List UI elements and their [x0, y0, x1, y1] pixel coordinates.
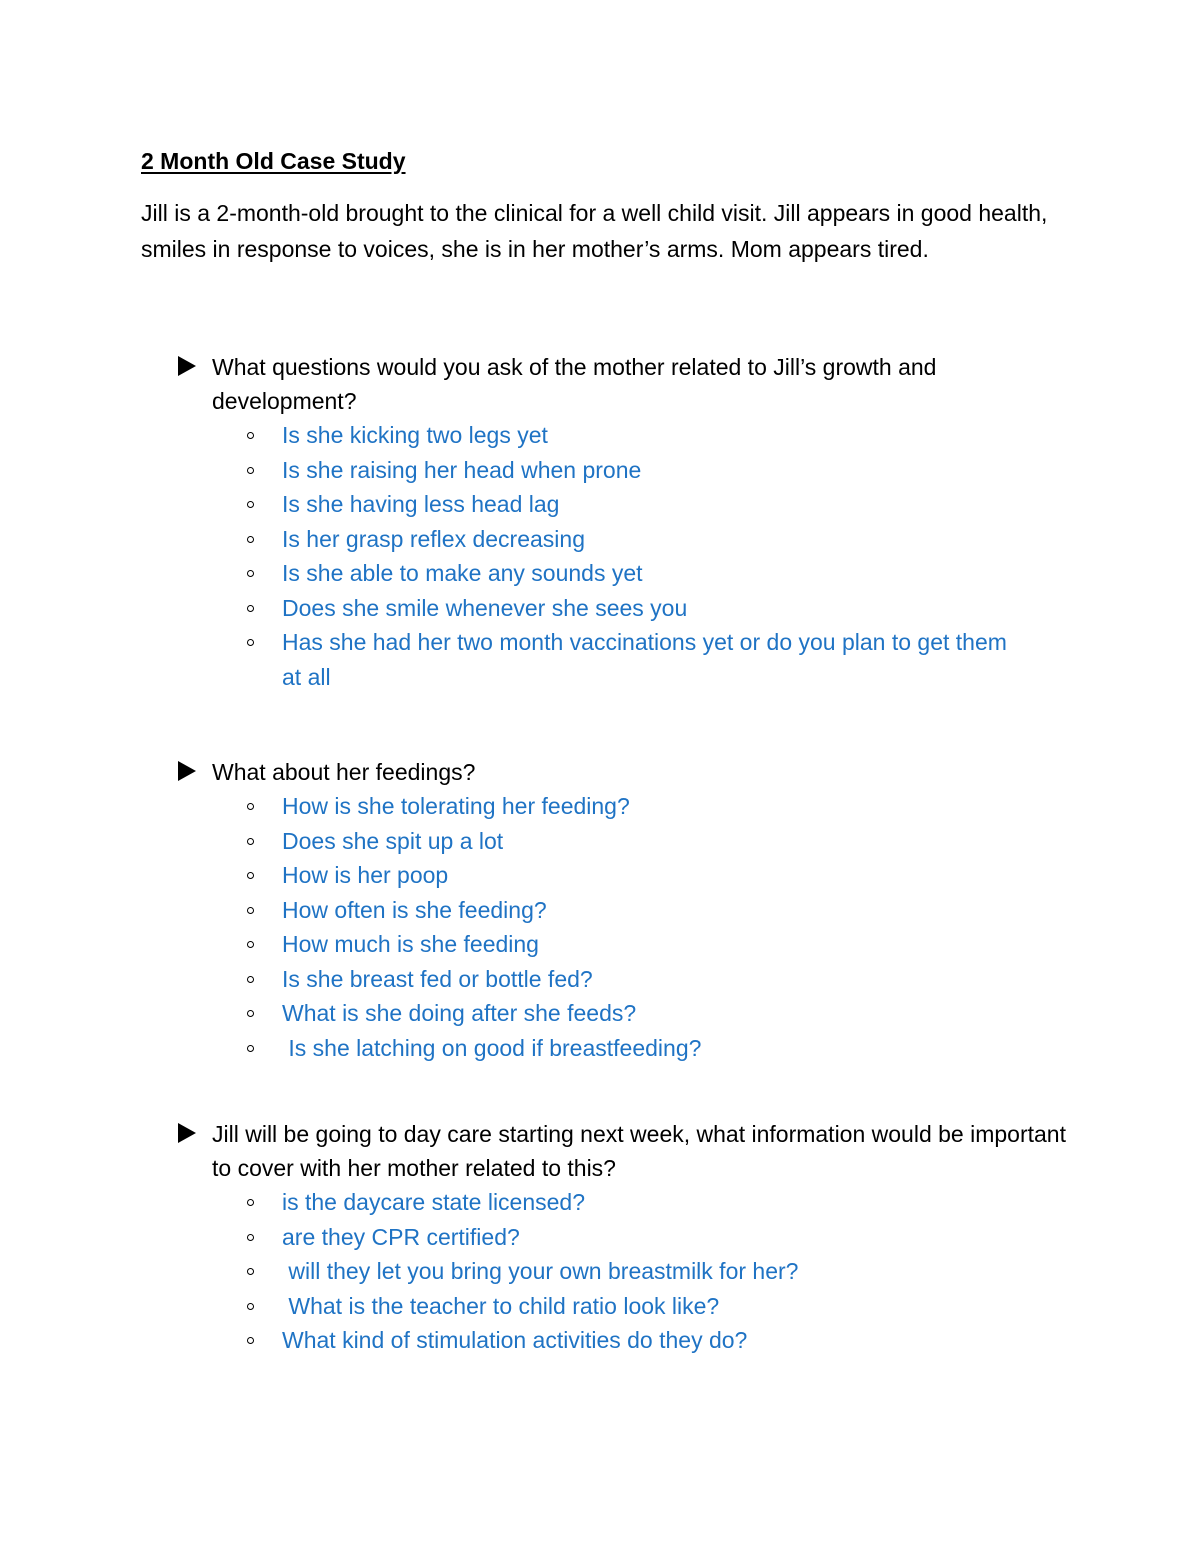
answer-item — [178, 522, 1078, 557]
circle-bullet-icon — [247, 803, 254, 810]
answer-text: is the daycare state licensed? — [282, 1189, 586, 1215]
question-text: What questions would you ask of the mother related to Jill’s growth and development? — [212, 354, 937, 414]
question-row — [178, 755, 1078, 789]
answer-text: Is she breast fed or bottle fed? — [282, 965, 593, 992]
case-intro-paragraph: Jill is a 2-month-old brought to the clinical for a well child visit. Jill appears in good health, smiles in response to voices, she is in her mother’s arms. Mom appears tired. — [141, 200, 1048, 262]
answer-text: Is she having less head lag — [282, 491, 560, 517]
answer-item — [178, 1220, 1078, 1255]
question-section-daycare — [178, 1117, 1078, 1358]
answer-item — [178, 418, 1078, 453]
question-section-feedings — [178, 755, 1078, 1065]
answer-item — [178, 824, 1078, 859]
question-text: What about her feedings? — [212, 759, 476, 785]
answer-item — [178, 1289, 1078, 1324]
answer-item — [178, 487, 1078, 522]
answer-item — [178, 1254, 1078, 1289]
circle-bullet-icon — [247, 872, 254, 879]
answer-text: Is her grasp reflex decreasing — [282, 525, 585, 552]
answer-text: What is she doing after she feeds? — [282, 1000, 637, 1026]
circle-bullet-icon — [247, 536, 254, 543]
answer-text: Is she kicking two legs yet — [282, 422, 548, 448]
arrow-bullet-icon — [178, 1123, 196, 1143]
answer-list — [178, 418, 1078, 694]
answer-item — [178, 1185, 1078, 1220]
circle-bullet-icon — [247, 1303, 254, 1310]
arrow-bullet-icon — [178, 356, 196, 376]
arrow-bullet-icon — [178, 761, 196, 781]
circle-bullet-icon — [247, 1045, 254, 1052]
question-text: Jill will be going to day care starting next week, what information would be important to cover with her mother related to this? — [212, 1121, 1066, 1181]
answer-text: Is she latching on good if breastfeeding? — [282, 1034, 702, 1061]
answer-item — [178, 927, 1078, 962]
circle-bullet-icon — [247, 1268, 254, 1275]
circle-bullet-icon — [247, 501, 254, 508]
answer-item — [178, 591, 1078, 626]
question-section-growth — [178, 350, 1078, 694]
circle-bullet-icon — [247, 467, 254, 474]
answer-text: What is the teacher to child ratio look like? — [282, 1292, 720, 1319]
circle-bullet-icon — [247, 1010, 254, 1017]
answer-item — [178, 996, 1078, 1031]
answer-text: How is her poop — [282, 862, 449, 888]
answer-text: How much is she feeding — [282, 931, 539, 957]
question-row — [178, 350, 1078, 418]
answer-item — [178, 858, 1078, 893]
answer-item — [178, 893, 1078, 928]
circle-bullet-icon — [247, 1337, 254, 1344]
answer-list — [178, 1185, 1078, 1358]
answer-item — [178, 962, 1078, 997]
circle-bullet-icon — [247, 570, 254, 577]
answer-text: Is she able to make any sounds yet — [282, 560, 643, 586]
answer-text: Has she had her two month vaccinations yet or do you plan to get them at all — [282, 629, 1007, 690]
answer-item — [178, 1031, 1078, 1066]
circle-bullet-icon — [247, 976, 254, 983]
answer-item — [178, 625, 1078, 694]
answer-item — [178, 556, 1078, 591]
answer-text: How is she tolerating her feeding? — [282, 793, 630, 819]
circle-bullet-icon — [247, 432, 254, 439]
answer-item — [178, 789, 1078, 824]
question-row — [178, 1117, 1078, 1185]
answer-text: will they let you bring your own breastmilk for her? — [282, 1258, 799, 1284]
circle-bullet-icon — [247, 605, 254, 612]
answer-item — [178, 1323, 1078, 1358]
answer-text: Is she raising her head when prone — [282, 456, 642, 483]
answer-list — [178, 789, 1078, 1065]
answer-text: are they CPR certified? — [282, 1223, 520, 1250]
circle-bullet-icon — [247, 907, 254, 914]
answer-text: How often is she feeding? — [282, 896, 547, 923]
document-title: 2 Month Old Case Study — [141, 148, 406, 174]
circle-bullet-icon — [247, 1234, 254, 1241]
circle-bullet-icon — [247, 838, 254, 845]
answer-text: Does she smile whenever she sees you — [282, 594, 688, 621]
circle-bullet-icon — [247, 639, 254, 646]
answer-item — [178, 453, 1078, 488]
answer-text: Does she spit up a lot — [282, 827, 504, 854]
circle-bullet-icon — [247, 1199, 254, 1206]
circle-bullet-icon — [247, 941, 254, 948]
answer-text: What kind of stimulation activities do they do? — [282, 1327, 748, 1353]
